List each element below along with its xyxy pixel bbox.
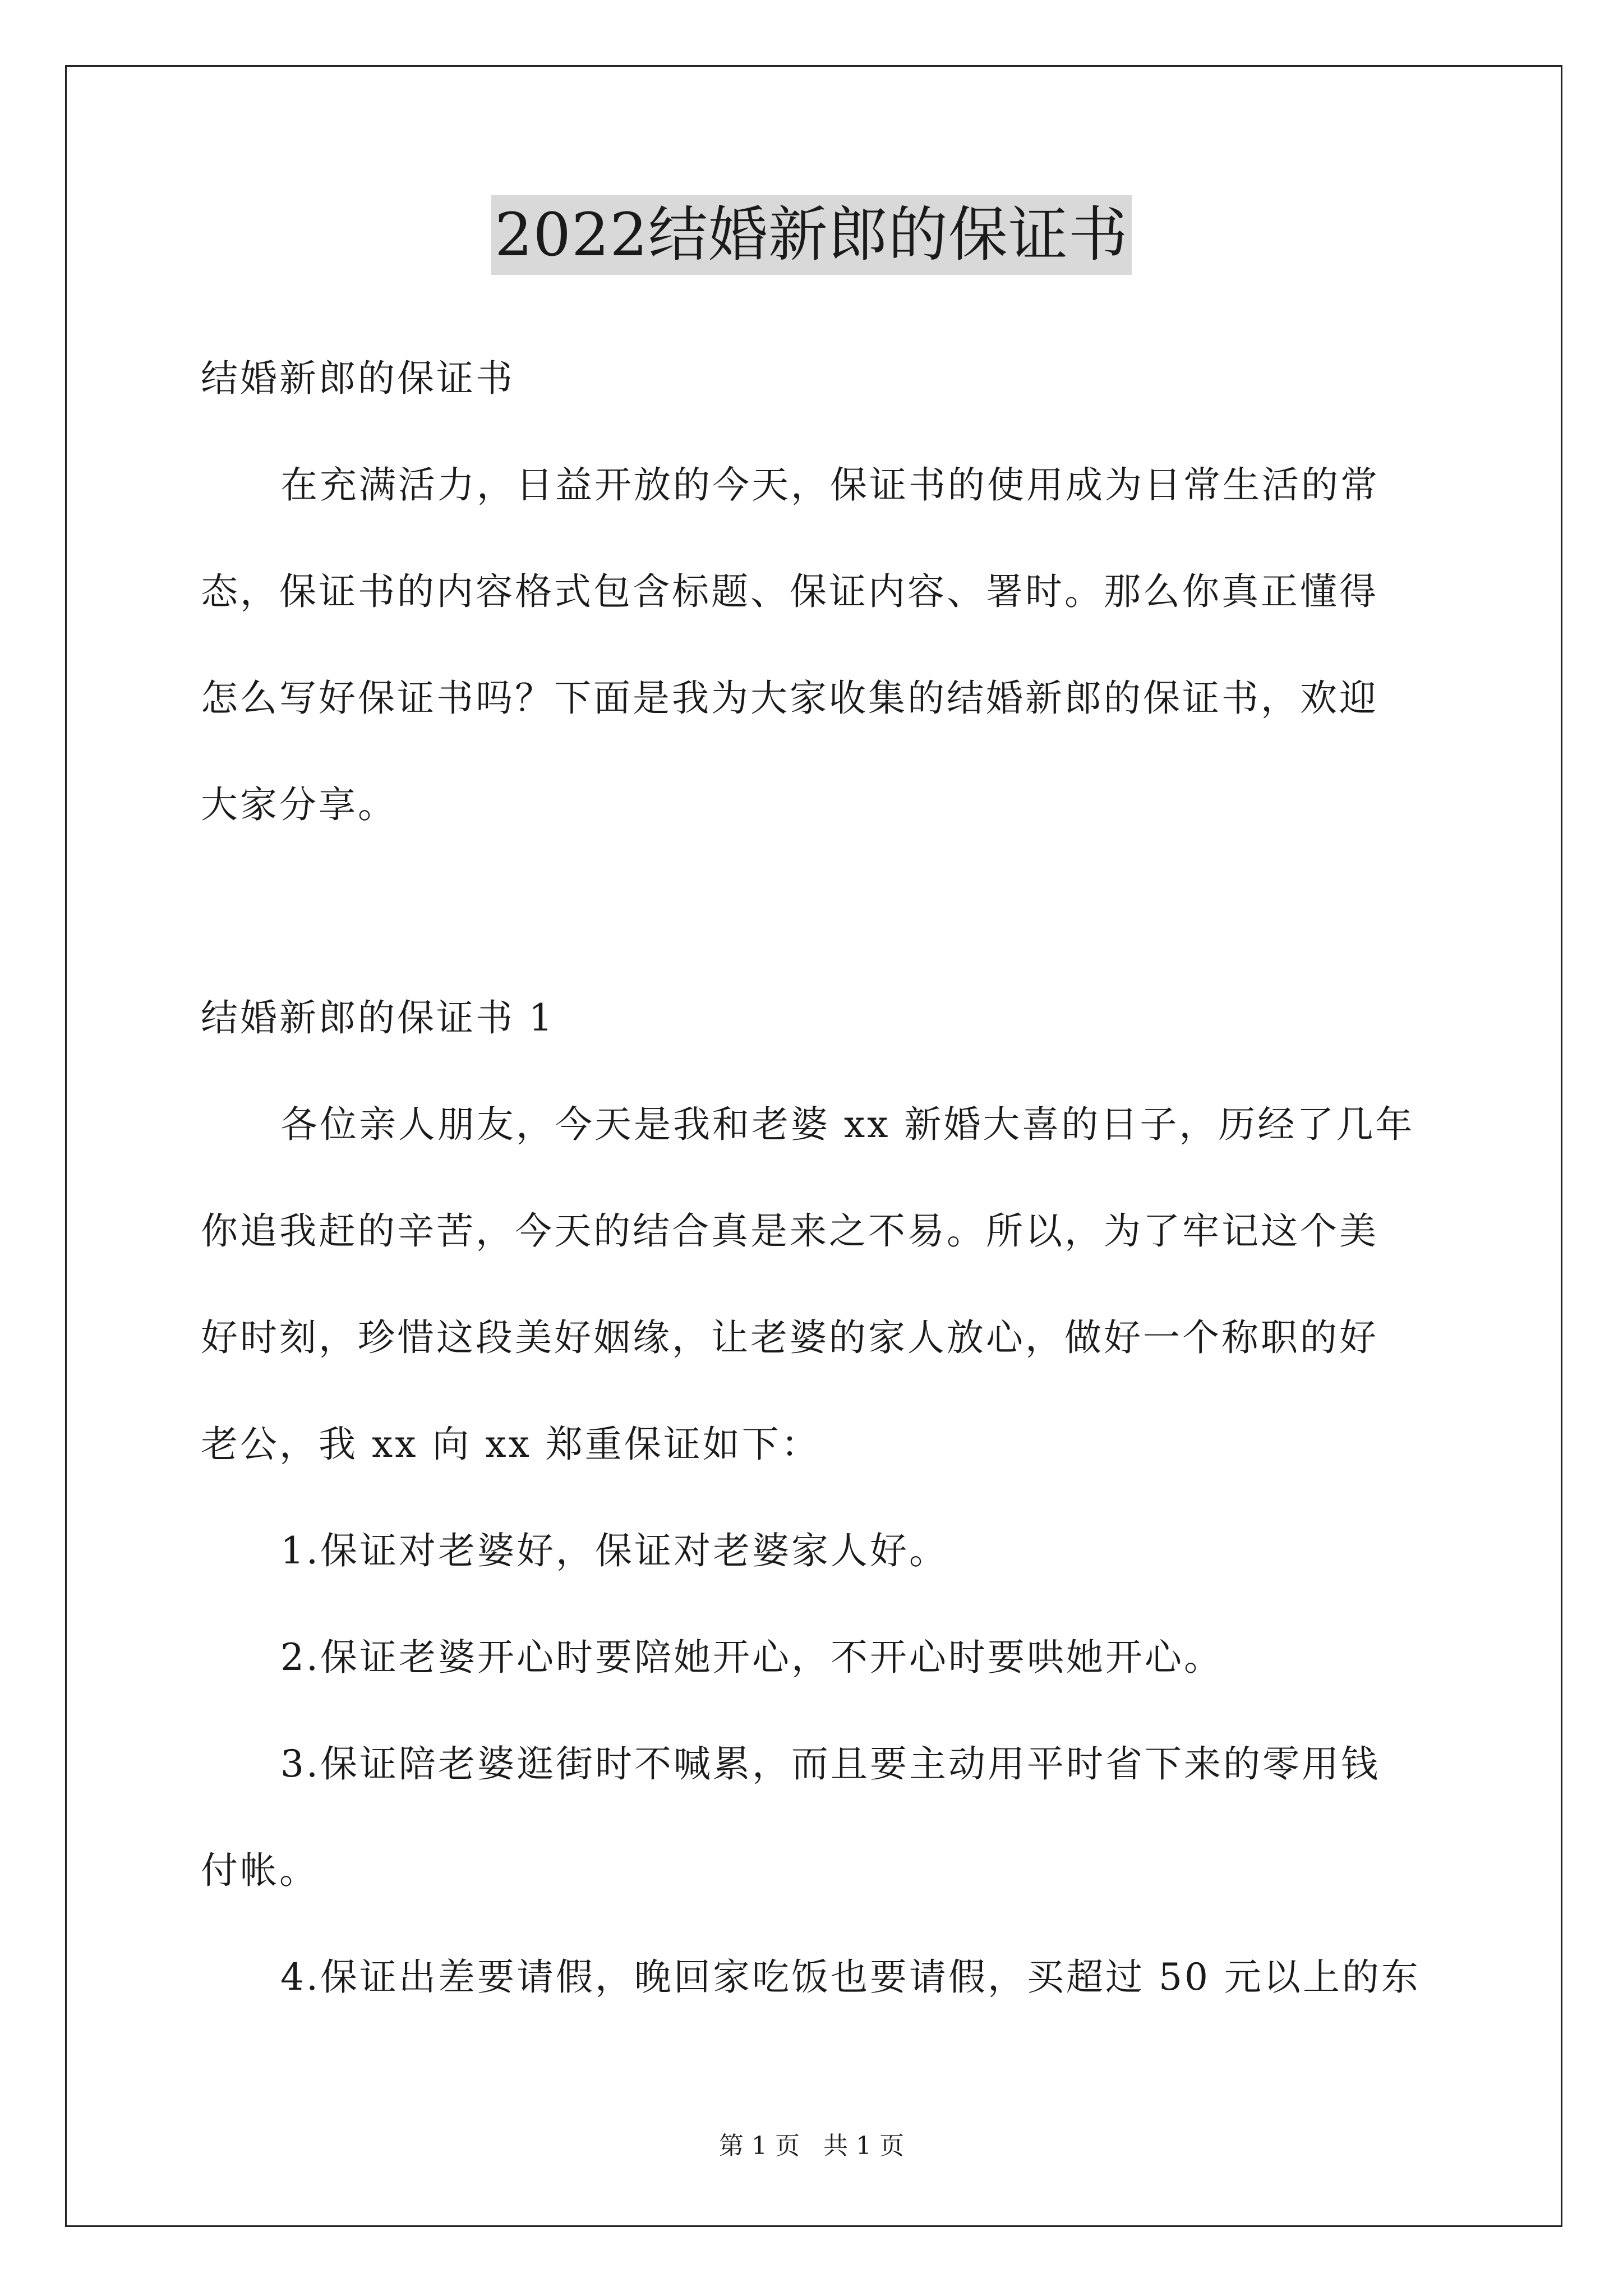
document-subtitle: 结婚新郎的保证书 (201, 357, 515, 400)
section-line-3: 好时刻，珍惜这段美好姻缘，让老婆的家人放心，做好一个称职的好 (201, 1316, 1378, 1359)
list-item-3: 3.保证陪老婆逛街时不喊累，而且要主动用平时省下来的零用钱 (280, 1742, 1380, 1786)
intro-line-2: 态，保证书的内容格式包含标题、保证内容、署时。那么你真正懂得 (201, 570, 1378, 613)
intro-line-4: 大家分享。 (201, 783, 397, 826)
page-total: 共 1 页 (823, 2132, 904, 2160)
list-item-1: 1.保证对老婆好，保证对老婆家人好。 (280, 1529, 948, 1572)
list-item-4: 4.保证出差要请假，晚回家吃饭也要请假，买超过 50 元以上的东 (280, 1955, 1421, 1999)
intro-line-1: 在充满活力，日益开放的今天，保证书的使用成为日常生活的常 (280, 463, 1380, 507)
page-footer (0, 2129, 1623, 2163)
section-line-4: 老公，我 xx 向 xx 郑重保证如下： (201, 1423, 820, 1466)
page-number: 第 1 页 (719, 2132, 800, 2160)
intro-line-3: 怎么写好保证书吗？下面是我为大家收集的结婚新郎的保证书，欢迎 (201, 677, 1378, 720)
title-container (0, 195, 1623, 275)
section-line-1: 各位亲人朋友，今天是我和老婆 xx 新婚大喜的日子，历经了几年 (280, 1103, 1415, 1146)
section-line-2: 你追我赶的辛苦，今天的结合真是来之不易。所以，为了牢记这个美 (201, 1209, 1378, 1253)
list-item-2: 2.保证老婆开心时要陪她开心，不开心时要哄她开心。 (280, 1636, 1223, 1679)
document-title: 2022结婚新郎的保证书 (491, 195, 1132, 275)
list-item-3-continued: 付帐。 (201, 1849, 319, 1892)
section-heading: 结婚新郎的保证书 1 (201, 996, 555, 1039)
